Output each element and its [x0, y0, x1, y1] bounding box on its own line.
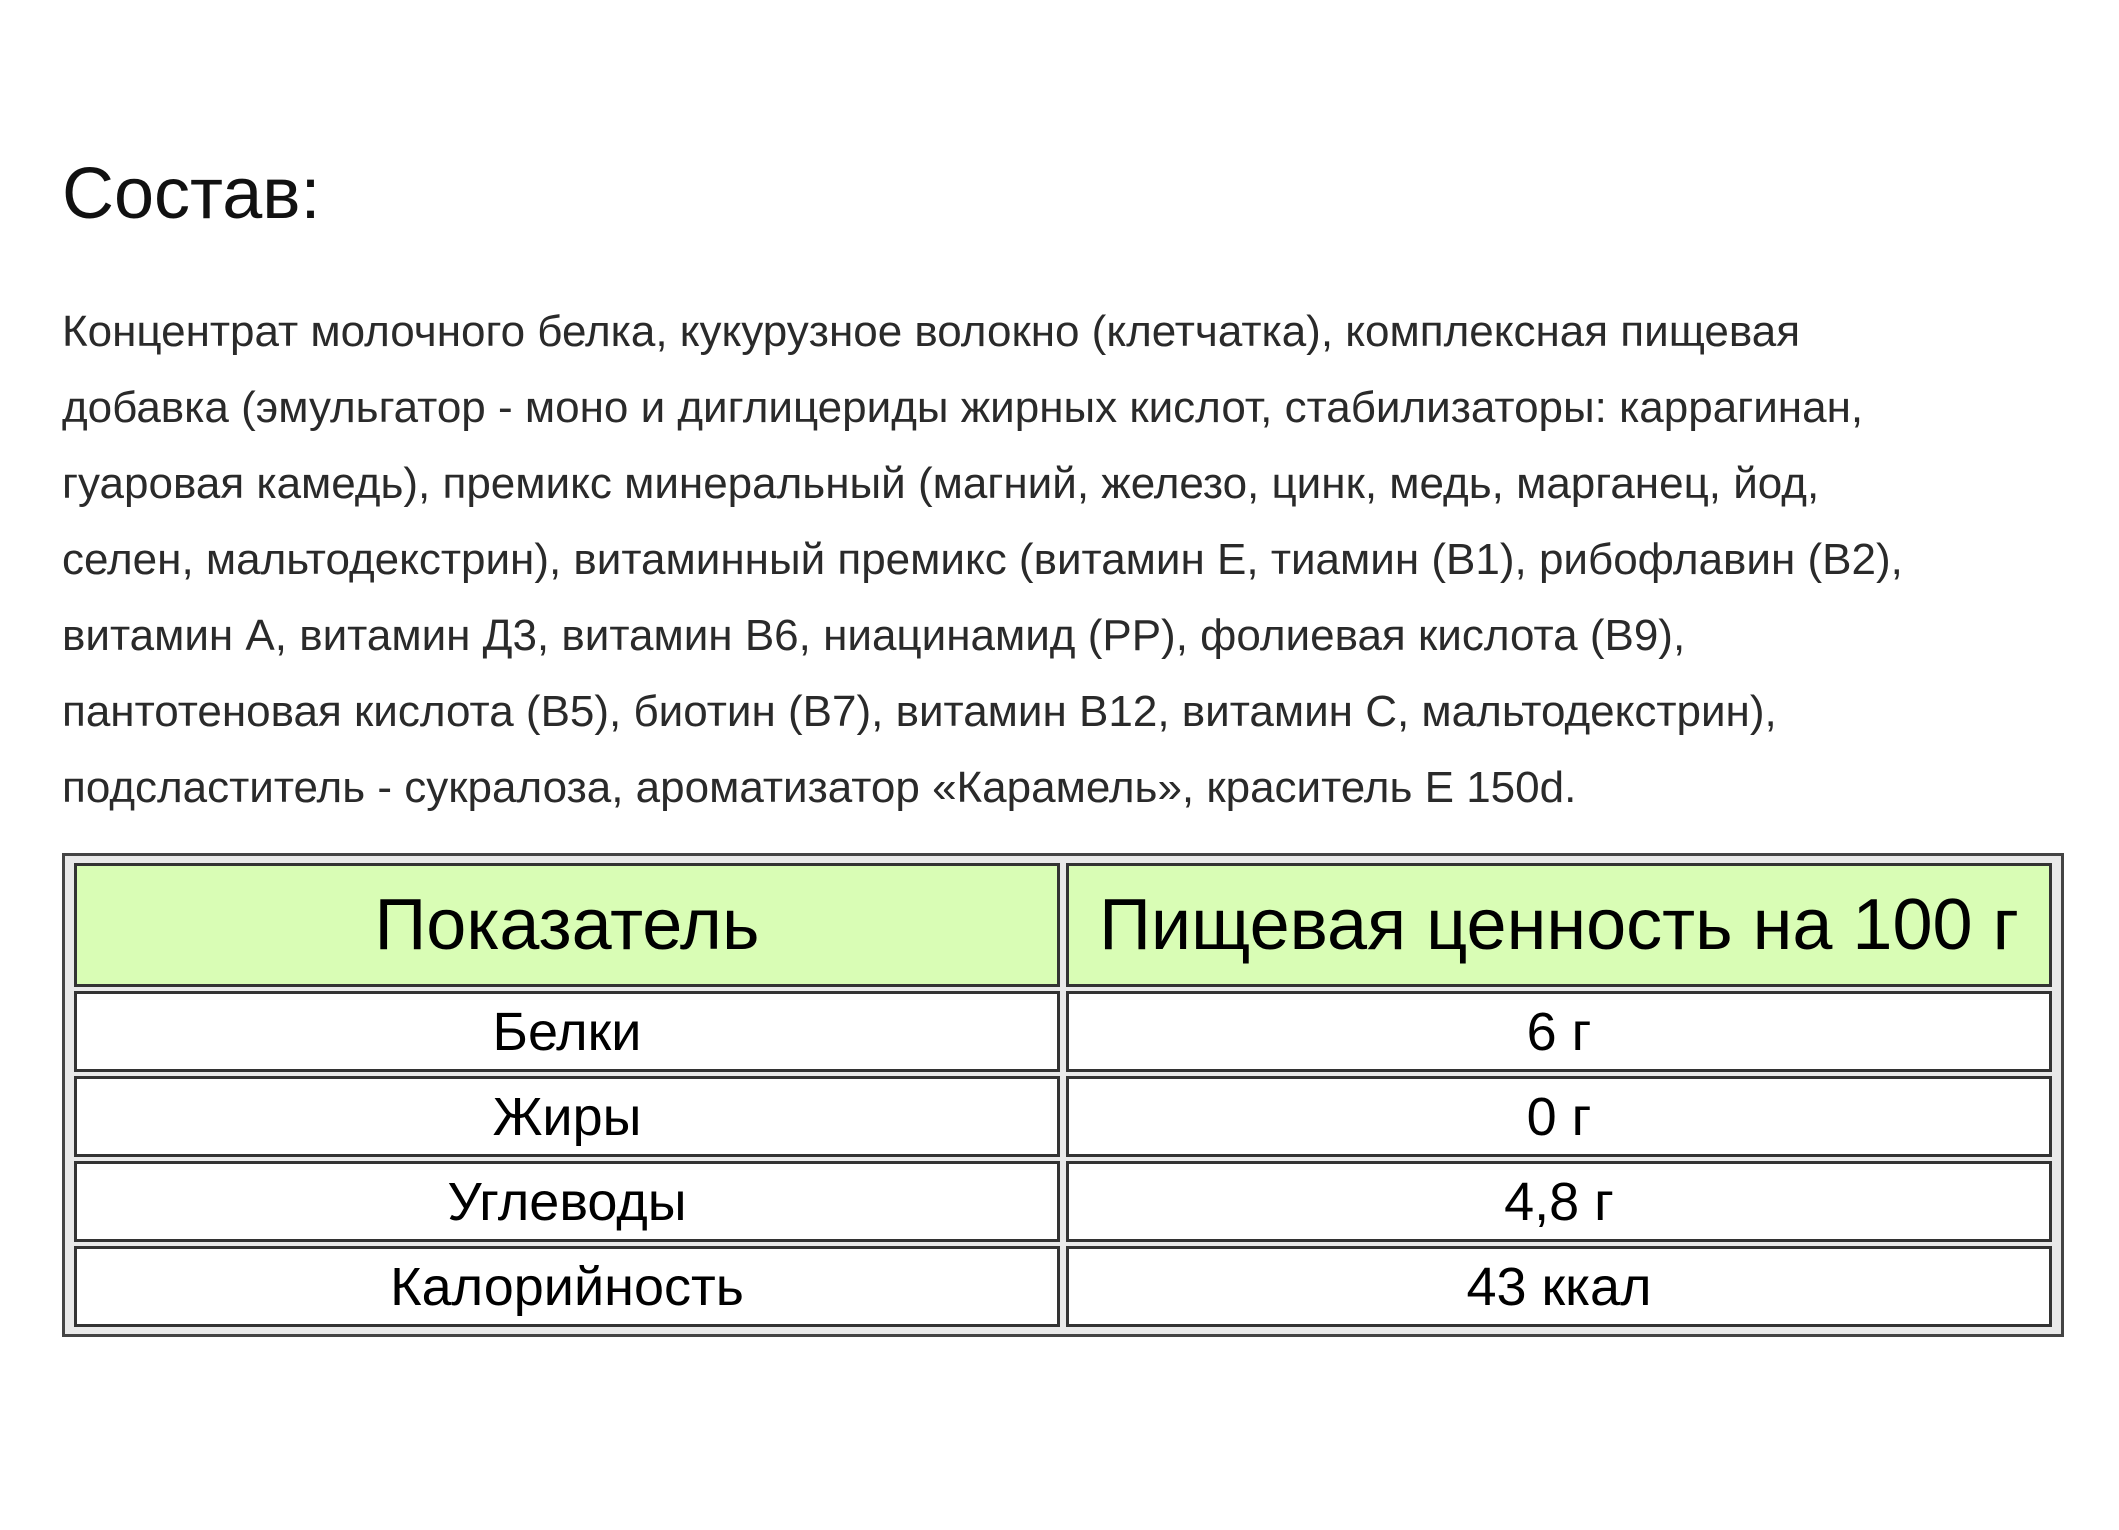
row-label-calories: Калорийность	[74, 1246, 1060, 1327]
row-value-carbohydrates: 4,8 г	[1066, 1161, 2052, 1242]
nutrition-table	[68, 859, 2058, 1331]
composition-heading: Состав:	[62, 154, 321, 234]
table-row	[74, 991, 2052, 1072]
table-row	[74, 1161, 2052, 1242]
row-value-calories: 43 ккал	[1066, 1246, 2052, 1327]
table-header-row	[74, 863, 2052, 987]
ingredients-text	[62, 294, 2112, 826]
ingredients-line: пантотеновая кислота (В5), биотин (В7), витамин В12, витамин С, мальтодекстрин),	[62, 687, 1777, 736]
row-value-fats: 0 г	[1066, 1076, 2052, 1157]
ingredients-line: Концентрат молочного белка, кукурузное волокно (клетчатка), комплексная пищевая	[62, 307, 1801, 356]
table-row	[74, 1246, 2052, 1327]
header-indicator: Показатель	[74, 863, 1060, 987]
nutrition-table-frame	[62, 853, 2064, 1337]
header-nutritional-value: Пищевая ценность на 100 г	[1066, 863, 2052, 987]
row-label-fats: Жиры	[74, 1076, 1060, 1157]
ingredients-line: добавка (эмульгатор - моно и диглицериды жирных кислот, стабилизаторы: каррагинан,	[62, 383, 1864, 432]
row-value-proteins: 6 г	[1066, 991, 2052, 1072]
ingredients-line: витамин А, витамин Д3, витамин В6, ниацинамид (РР), фолиевая кислота (В9),	[62, 611, 1686, 660]
row-label-carbohydrates: Углеводы	[74, 1161, 1060, 1242]
ingredients-line: подсластитель - сукралоза, ароматизатор «Карамель», краситель Е 150d.	[62, 763, 1577, 812]
ingredients-line: селен, мальтодекстрин), витаминный премикс (витамин Е, тиамин (В1), рибофлавин (В2),	[62, 535, 1903, 584]
table-row	[74, 1076, 2052, 1157]
row-label-proteins: Белки	[74, 991, 1060, 1072]
ingredients-line: гуаровая камедь), премикс минеральный (магний, железо, цинк, медь, марганец, йод,	[62, 459, 1820, 508]
